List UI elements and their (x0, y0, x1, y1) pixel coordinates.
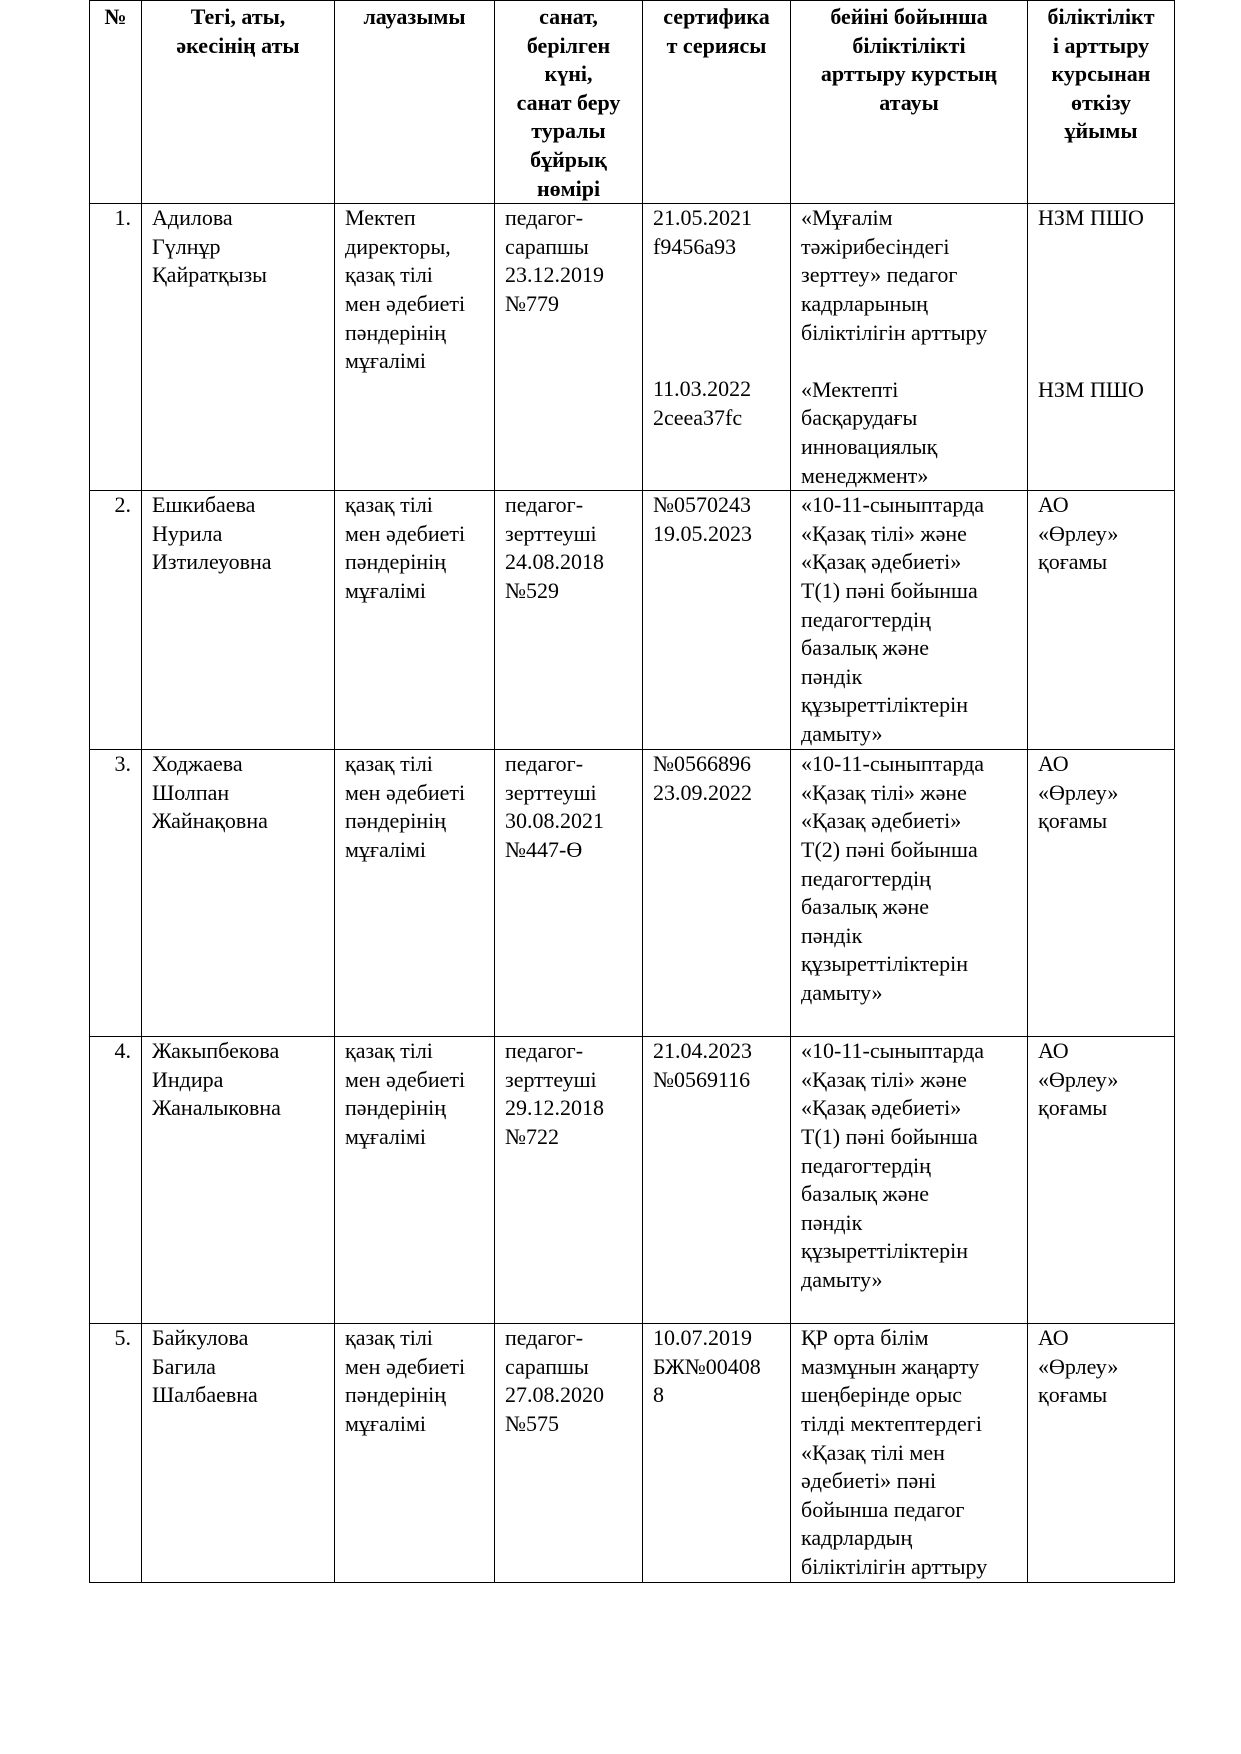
text-line: ұйымы (1064, 118, 1138, 144)
text-line: № (104, 4, 127, 29)
text-line: «Өрлеу» (1038, 779, 1119, 805)
text-line: Жайнақовна (152, 808, 268, 834)
text-line: №0570243 (653, 492, 751, 518)
position-cell (335, 750, 495, 1037)
text-line: мен әдебиеті (345, 520, 466, 546)
text-line: педагогтердің (801, 606, 931, 632)
text-line: мұғалімі (345, 836, 427, 862)
text-line: №0566896 (653, 751, 751, 777)
text-line: Нурила (152, 520, 223, 546)
header-number (90, 1, 142, 204)
position-cell (335, 1037, 495, 1324)
text-line: АО (1038, 1325, 1069, 1351)
text-line: біліктілікт (1047, 4, 1155, 29)
certificate-cell (643, 1324, 791, 1583)
text-line: қоғамы (1038, 1382, 1108, 1408)
text-line: №722 (505, 1123, 559, 1149)
header-category (495, 1, 643, 204)
text-line: пәндерінің (345, 1095, 447, 1121)
text-line: Жаналыковна (152, 1095, 281, 1121)
text-line: АО (1038, 492, 1069, 518)
text-line: «Қазақ әдебиеті» (801, 808, 962, 834)
text-line: пәндерінің (345, 1382, 447, 1408)
text-line: басқарудағы (801, 405, 918, 431)
text-line: педагог- (505, 205, 584, 231)
text-line: Изтилеуовна (152, 549, 272, 575)
text-line: 10.07.2019 (653, 1325, 752, 1351)
text-line: №447-Ө (505, 836, 583, 862)
text-line: өткізу (1071, 89, 1131, 115)
course-cell (791, 491, 1028, 750)
text-line: қазақ тілі (345, 492, 433, 518)
text-line: f9456a93 (653, 233, 737, 259)
course-entry (801, 376, 1027, 490)
category-cell (495, 1324, 643, 1583)
text-line: біліктілігін арттыру (801, 319, 988, 345)
text-line: мұғалімі (345, 1123, 427, 1149)
text-line: қоғамы (1038, 549, 1108, 575)
text-line: қазақ тілі (345, 751, 433, 777)
text-line: педагог- (505, 492, 584, 518)
full-name-cell (142, 1037, 335, 1324)
text-line: «Қазақ әдебиеті» (801, 1095, 962, 1121)
text-line: педагог- (505, 751, 584, 777)
text-line: сарапшы (505, 1353, 589, 1379)
text-line: мен әдебиеті (345, 1066, 466, 1092)
text-line: бейіні бойынша (830, 4, 988, 29)
certificate-cell (643, 1037, 791, 1324)
text-line: санат беру (516, 89, 621, 115)
organization-cell (1028, 1037, 1175, 1324)
text-line: «Қазақ тілі мен (801, 1439, 945, 1465)
text-line: і арттыру (1052, 32, 1150, 58)
text-line: директоры, (345, 233, 451, 259)
text-line: «Мектепті (801, 376, 899, 402)
course-cell (791, 204, 1028, 491)
full-name-cell (142, 491, 335, 750)
table-row (90, 1037, 1175, 1324)
position-cell (335, 491, 495, 750)
text-line: атауы (879, 89, 939, 115)
text-line: педагог- (505, 1325, 584, 1351)
text-line: берілген (526, 32, 611, 58)
text-line: 19.05.2023 (653, 520, 752, 546)
text-line: «10-11-сыныптарда (801, 492, 985, 518)
text-line: арттыру курстың (820, 61, 998, 87)
category-cell (495, 1037, 643, 1324)
row-number: 4. (90, 1037, 142, 1324)
text-line: пәндерінің (345, 549, 447, 575)
table-row (90, 491, 1175, 750)
course-cell (791, 750, 1028, 1037)
text-line: 24.08.2018 (505, 549, 604, 575)
text-line: күні, (544, 61, 593, 87)
text-line: ҚР орта білім (801, 1325, 929, 1351)
category-cell (495, 491, 643, 750)
text-line: 23.09.2022 (653, 779, 752, 805)
row-number: 5. (90, 1324, 142, 1583)
text-line: Қайратқызы (152, 262, 267, 288)
certificate-entry (653, 375, 790, 432)
text-line: педагогтердің (801, 865, 931, 891)
text-line: Т(2) пәні бойынша (801, 836, 978, 862)
row-number: 2. (90, 491, 142, 750)
text-line: қазақ тілі (345, 1325, 433, 1351)
text-line: дамыту» (801, 979, 883, 1005)
header-certificate-series (643, 1, 791, 204)
text-line: пәндік (801, 1209, 863, 1235)
text-line: Багила (152, 1353, 216, 1379)
staff-qualification-table (89, 0, 1175, 1583)
organization-entry (1038, 376, 1174, 405)
text-line: тілді мектептердегі (801, 1410, 982, 1436)
text-line: Ешкибаева (152, 492, 256, 518)
text-line: құзыреттіліктерін (801, 951, 969, 977)
text-line: базалық және (801, 894, 930, 920)
certificate-cell (643, 491, 791, 750)
category-cell (495, 204, 643, 491)
text-line: Гүлнұр (152, 233, 221, 259)
row-number: 1. (90, 204, 142, 491)
text-line: лауазымы (363, 4, 466, 29)
text-line: бұйрық (530, 146, 607, 172)
organization-cell (1028, 1324, 1175, 1583)
text-line: мен әдебиеті (345, 779, 466, 805)
text-line: кадрлардың (801, 1525, 913, 1551)
text-line: пәндік (801, 663, 863, 689)
row-number: 3. (90, 750, 142, 1037)
text-line: 8 (653, 1382, 664, 1408)
text-line: бойынша педагог (801, 1496, 965, 1522)
text-line: сарапшы (505, 233, 589, 259)
text-line: құзыреттіліктерін (801, 692, 969, 718)
header-course-name (791, 1, 1028, 204)
text-line: зерттеуші (505, 520, 597, 546)
table-row (90, 204, 1175, 491)
position-cell (335, 1324, 495, 1583)
table-row (90, 750, 1175, 1037)
text-line: курсынан (1051, 61, 1151, 87)
text-line: қоғамы (1038, 1095, 1108, 1121)
text-line: НЗМ ПШО (1038, 205, 1144, 231)
text-line: зерттеуші (505, 1066, 597, 1092)
text-line: қазақ тілі (345, 262, 433, 288)
text-line: №779 (505, 290, 559, 316)
text-line: т сериясы (666, 32, 767, 58)
header-organization (1028, 1, 1175, 204)
text-line: Байкулова (152, 1325, 249, 1351)
text-line: 21.05.2021 (653, 205, 752, 231)
text-line: №575 (505, 1410, 559, 1436)
text-line: «10-11-сыныптарда (801, 1038, 985, 1064)
text-line: пәндік (801, 922, 863, 948)
text-line: Т(1) пәні бойынша (801, 577, 978, 603)
position-cell (335, 204, 495, 491)
full-name-cell (142, 1324, 335, 1583)
text-line: «Қазақ әдебиеті» (801, 549, 962, 575)
text-line: 23.12.2019 (505, 262, 604, 288)
text-line: «Қазақ тілі» және (801, 520, 967, 546)
text-line: «Өрлеу» (1038, 520, 1119, 546)
text-line: санат, (539, 4, 598, 29)
header-full-name (142, 1, 335, 204)
text-line: №0569116 (653, 1066, 751, 1092)
text-line: педагог- (505, 1038, 584, 1064)
text-line: 21.04.2023 (653, 1038, 752, 1064)
text-line: кадрларының (801, 290, 928, 316)
text-line: НЗМ ПШО (1038, 376, 1144, 402)
text-line: зерттеу» педагог (801, 262, 958, 288)
organization-cell (1028, 750, 1175, 1037)
text-line: АО (1038, 1038, 1069, 1064)
text-line: пәндерінің (345, 808, 447, 834)
text-line: педагогтердің (801, 1152, 931, 1178)
text-line: «Өрлеу» (1038, 1353, 1119, 1379)
text-line: мұғалімі (345, 1410, 427, 1436)
text-line: Жакыпбекова (152, 1038, 280, 1064)
text-line: Шалбаевна (152, 1382, 258, 1408)
text-line: біліктілігін арттыру (801, 1553, 988, 1579)
organization-entry (1038, 204, 1174, 233)
text-line: мұғалімі (345, 348, 427, 374)
text-line: «Мұғалім (801, 205, 893, 231)
text-line: Ходжаева (152, 751, 243, 777)
text-line: құзыреттіліктерін (801, 1238, 969, 1264)
text-line: Шолпан (152, 779, 230, 805)
table-row (90, 1324, 1175, 1583)
text-line: 11.03.2022 (653, 376, 752, 402)
text-line: менеджмент» (801, 462, 929, 488)
text-line: әкесінің аты (176, 32, 300, 58)
text-line: дамыту» (801, 720, 883, 746)
text-line: «Қазақ тілі» және (801, 779, 967, 805)
text-line: мен әдебиеті (345, 1353, 466, 1379)
certificate-entry (653, 204, 790, 261)
text-line: біліктілікті (852, 32, 966, 58)
text-line: 27.08.2020 (505, 1382, 604, 1408)
text-line: сертифика (663, 4, 770, 29)
text-line: «Қазақ тілі» және (801, 1066, 967, 1092)
text-line: БЖ№00408 (653, 1353, 761, 1379)
course-cell (791, 1037, 1028, 1324)
text-line: тәжірибесіндегі (801, 233, 950, 259)
text-line: мен әдебиеті (345, 290, 466, 316)
text-line: қазақ тілі (345, 1038, 433, 1064)
course-entry (801, 204, 1027, 347)
text-line: пәндерінің (345, 319, 447, 345)
text-line: қоғамы (1038, 808, 1108, 834)
text-line: мұғалімі (345, 577, 427, 603)
text-line: «Өрлеу» (1038, 1066, 1119, 1092)
text-line: әдебиеті» пәні (801, 1468, 937, 1494)
category-cell (495, 750, 643, 1037)
organization-cell (1028, 204, 1175, 491)
text-line: «10-11-сыныптарда (801, 751, 985, 777)
course-cell (791, 1324, 1028, 1583)
text-line: 29.12.2018 (505, 1095, 604, 1121)
certificate-cell (643, 204, 791, 491)
text-line: шеңберінде орыс (801, 1382, 963, 1408)
full-name-cell (142, 750, 335, 1037)
text-line: инновациялық (801, 433, 938, 459)
text-line: Адилова (152, 205, 233, 231)
text-line: Т(1) пәні бойынша (801, 1123, 978, 1149)
organization-cell (1028, 491, 1175, 750)
text-line: нөмірі (536, 175, 601, 201)
text-line: туралы (531, 118, 606, 144)
text-line: базалық және (801, 635, 930, 661)
text-line: Тегі, аты, (190, 4, 286, 29)
text-line: мазмұнын жаңарту (801, 1353, 980, 1379)
certificate-cell (643, 750, 791, 1037)
text-line: Мектеп (345, 205, 416, 231)
table-header-row (90, 1, 1175, 204)
text-line: дамыту» (801, 1266, 883, 1292)
text-line: 30.08.2021 (505, 808, 604, 834)
text-line: АО (1038, 751, 1069, 777)
text-line: зерттеуші (505, 779, 597, 805)
header-position (335, 1, 495, 204)
text-line: 2ceea37fc (653, 404, 743, 430)
text-line: базалық және (801, 1181, 930, 1207)
text-line: Индира (152, 1066, 224, 1092)
full-name-cell (142, 204, 335, 491)
text-line: №529 (505, 577, 559, 603)
